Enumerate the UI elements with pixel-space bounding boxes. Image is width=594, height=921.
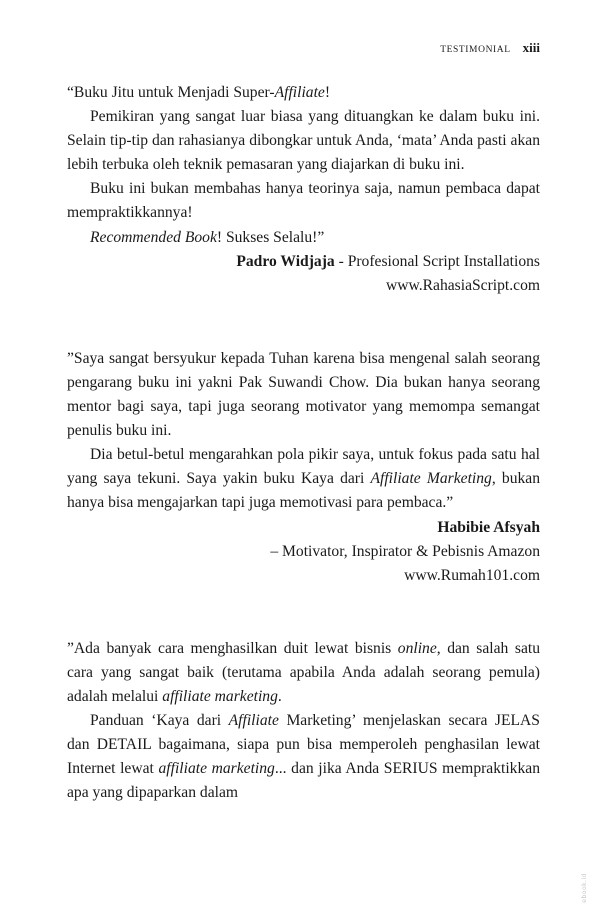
author-name: Padro Widjaja xyxy=(236,252,335,270)
testimonial-paragraph: ”Ada banyak cara menghasilkan duit lewat bisnis online, dan salah satu cara yang sangat baik (terutama apabila Anda adalah seorang pemula) adalah melalui affiliate marketing. xyxy=(67,639,540,705)
testimonial-paragraph: Buku ini bukan membahas hanya teorinya saja, namun pembaca dapat mempraktikkannya! xyxy=(67,180,540,222)
author-website: www.RahasiaScript.com xyxy=(385,276,540,294)
author-website: www.Rumah101.com xyxy=(404,566,540,584)
page-content xyxy=(67,81,540,805)
author-role: – Motivator, Inspirator & Pebisnis Amazon xyxy=(270,542,540,560)
testimonial-paragraph: Dia betul-betul mengarahkan pola pikir saya, untuk fokus pada satu hal yang saya tekuni. Saya yakin buku Kaya dari Affiliate Marketing, bukan hanya bisa mengajarkan tapi juga memotivasi para pembaca.” xyxy=(67,446,541,512)
running-header xyxy=(440,40,540,56)
testimonial-paragraph: ”Saya sangat bersyukur kepada Tuhan karena bisa mengenal salah seorang pengarang buku ini yakni Pak Suwandi Chow. Dia bukan hanya seorang mentor bagi saya, tapi juga seorang motivator yang memompa semangat penulis buku ini. xyxy=(67,349,540,440)
testimonial-paragraph: Pemikiran yang sangat luar biasa yang dituangkan ke dalam buku ini. Selain tip-tip dan rahasianya dibongkar untuk Anda, ‘mata’ Anda pasti akan lebih terbuka oleh teknik pemasaran yang diajarkan di buku ini. xyxy=(67,108,540,174)
author-role: - Profesional Script Installations xyxy=(334,252,540,270)
testimonial-paragraph: “Buku Jitu untuk Menjadi Super-Affiliate! xyxy=(67,84,331,101)
page-number: xiii xyxy=(522,40,540,55)
testimonial-padro-widjaja xyxy=(67,81,540,298)
author-name: Habibie Afsyah xyxy=(437,518,540,536)
testimonial-third xyxy=(67,637,540,806)
testimonial-paragraph: Panduan ‘Kaya dari Affiliate Marketing’ menjelaskan secara JELAS dan DETAIL bagaimana, siapa pun bisa memperoleh penghasilan lewat Internet lewat affiliate marketing... dan jika Anda SERIUS mempraktikkan apa yang dipaparkan dalam xyxy=(67,712,540,802)
testimonial-habibie-afsyah xyxy=(67,347,540,588)
testimonial-paragraph: Recommended Book! Sukses Selalu!” xyxy=(90,228,325,246)
watermark: ebook.id xyxy=(581,873,588,903)
section-title: TESTIMONIAL xyxy=(440,45,511,55)
attribution xyxy=(67,250,540,274)
